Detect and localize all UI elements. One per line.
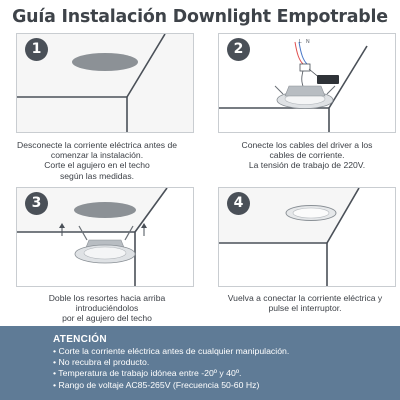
ceiling-hole [72, 53, 138, 71]
attention-item: • Temperatura de trabajo idónea entre -20º y 40º. [53, 368, 242, 379]
step-3-panel [16, 187, 194, 287]
step-number-badge: 2 [227, 38, 250, 61]
page-title: Guía Instalación Downlight Empotrable [12, 7, 388, 27]
ceiling-hole [74, 202, 136, 218]
attention-item: • Corte la corriente eléctrica antes de cualquier manipulación. [53, 346, 290, 356]
step-4-caption: Vuelva a conectar la corriente eléctrica y pulse el interruptor. [227, 293, 383, 314]
step-3-caption: Doble los resortes hacia arriba introduciéndolos por el agujero del techo [48, 293, 166, 324]
attention-title: ATENCIÓN [53, 334, 107, 345]
step-number-badge: 3 [25, 192, 48, 215]
attention-item: • No recubra el producto. [53, 357, 150, 368]
driver-box [317, 75, 339, 84]
step-1-panel [16, 33, 194, 133]
step-number-badge: 1 [25, 38, 48, 61]
step-4-panel [218, 187, 396, 287]
attention-item: • Rango de voltaje AC85-265V (Frecuencia 50-60 Hz) [53, 379, 260, 390]
step-2-caption: Conecte los cables del driver a los cables de corriente. La tensión de trabajo de 220V. [241, 140, 373, 171]
wire-label-n: N [306, 39, 310, 45]
step-1-caption: Desconecte la corriente eléctrica antes de comenzar la instalación. Corte el agujero en el techo según las medidas. [16, 140, 178, 181]
attention-list [53, 346, 289, 391]
attention-box [0, 326, 400, 400]
step-number-badge: 4 [227, 192, 250, 215]
step-2-panel [218, 33, 396, 133]
wire-label-l: L [299, 39, 302, 45]
